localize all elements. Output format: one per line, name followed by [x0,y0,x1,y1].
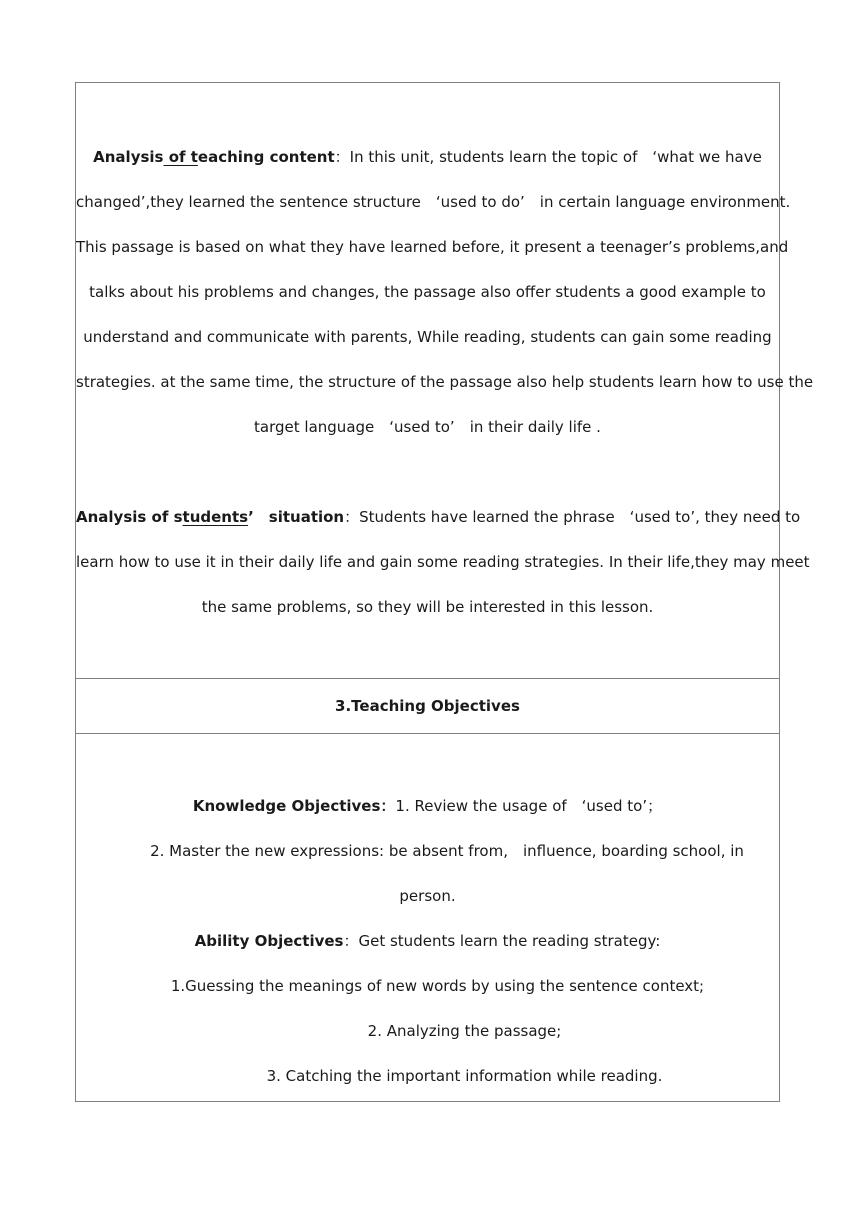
content-analysis-line-2: changed’,they learned the sentence structure ‘used to do’ in certain language environment. [76,193,791,211]
ability-objectives-line-1: Ability Objectives：Get students learn the reading strategy: [194,932,661,950]
content-analysis-line-7: target language ‘used to’ in their daily life . [254,418,601,436]
students-analysis-line-1: Analysis of students’ situation：Students have learned the phrase ‘used to’, they need to [76,508,801,526]
knowledge-objectives-line-2: 2. Master the new expressions: be absent from, influence, boarding school, in [150,842,744,860]
students-analysis-line-2: learn how to use it in their daily life and gain some reading strategies. In their life,they may meet [76,553,810,571]
ability-objectives-item-1: 1.Guessing the meanings of new words by using the sentence context; [170,977,705,995]
section-title: 3.Teaching Objectives [335,697,520,715]
lesson-plan-table [75,82,814,1102]
knowledge-objectives-label: Knowledge Objectives： [192,797,396,815]
row-divider [76,678,779,679]
ability-objectives-item-3: 3. Catching the important information while reading. [266,1067,663,1085]
content-analysis-line-1: Analysis of teaching content：In this unit, students learn the topic of ‘what we have [93,148,762,166]
content-analysis-line-5: understand and communicate with parents, While reading, students can gain some reading [83,328,772,346]
ability-objectives-label: Ability Objectives [194,932,344,950]
row-divider [76,733,779,734]
content-analysis-line-3: This passage is based on what they have learned before, it present a teenager’s problems,and [76,238,789,256]
content-analysis-heading: Analysis of teaching content [93,148,335,166]
knowledge-objectives-line-3: person. [399,887,456,905]
ability-objectives-item-2: 2. Analyzing the passage; [367,1022,562,1040]
content-analysis-text: In this unit, students learn the topic of ‘what we have [349,148,762,166]
students-analysis-line-3: the same problems, so they will be interested in this lesson. [201,598,654,616]
students-analysis-text: Students have learned the phrase ‘used to’, they need to [359,508,801,526]
knowledge-objectives-line-1: Knowledge Objectives：1. Review the usage of ‘used to’； [192,797,663,815]
content-analysis-line-6: strategies. at the same time, the structure of the passage also help students learn how to use the [76,373,814,391]
students-analysis-heading: Analysis of students’ situation [76,508,345,526]
content-analysis-line-4: talks about his problems and changes, the passage also offer students a good example to [89,283,766,301]
